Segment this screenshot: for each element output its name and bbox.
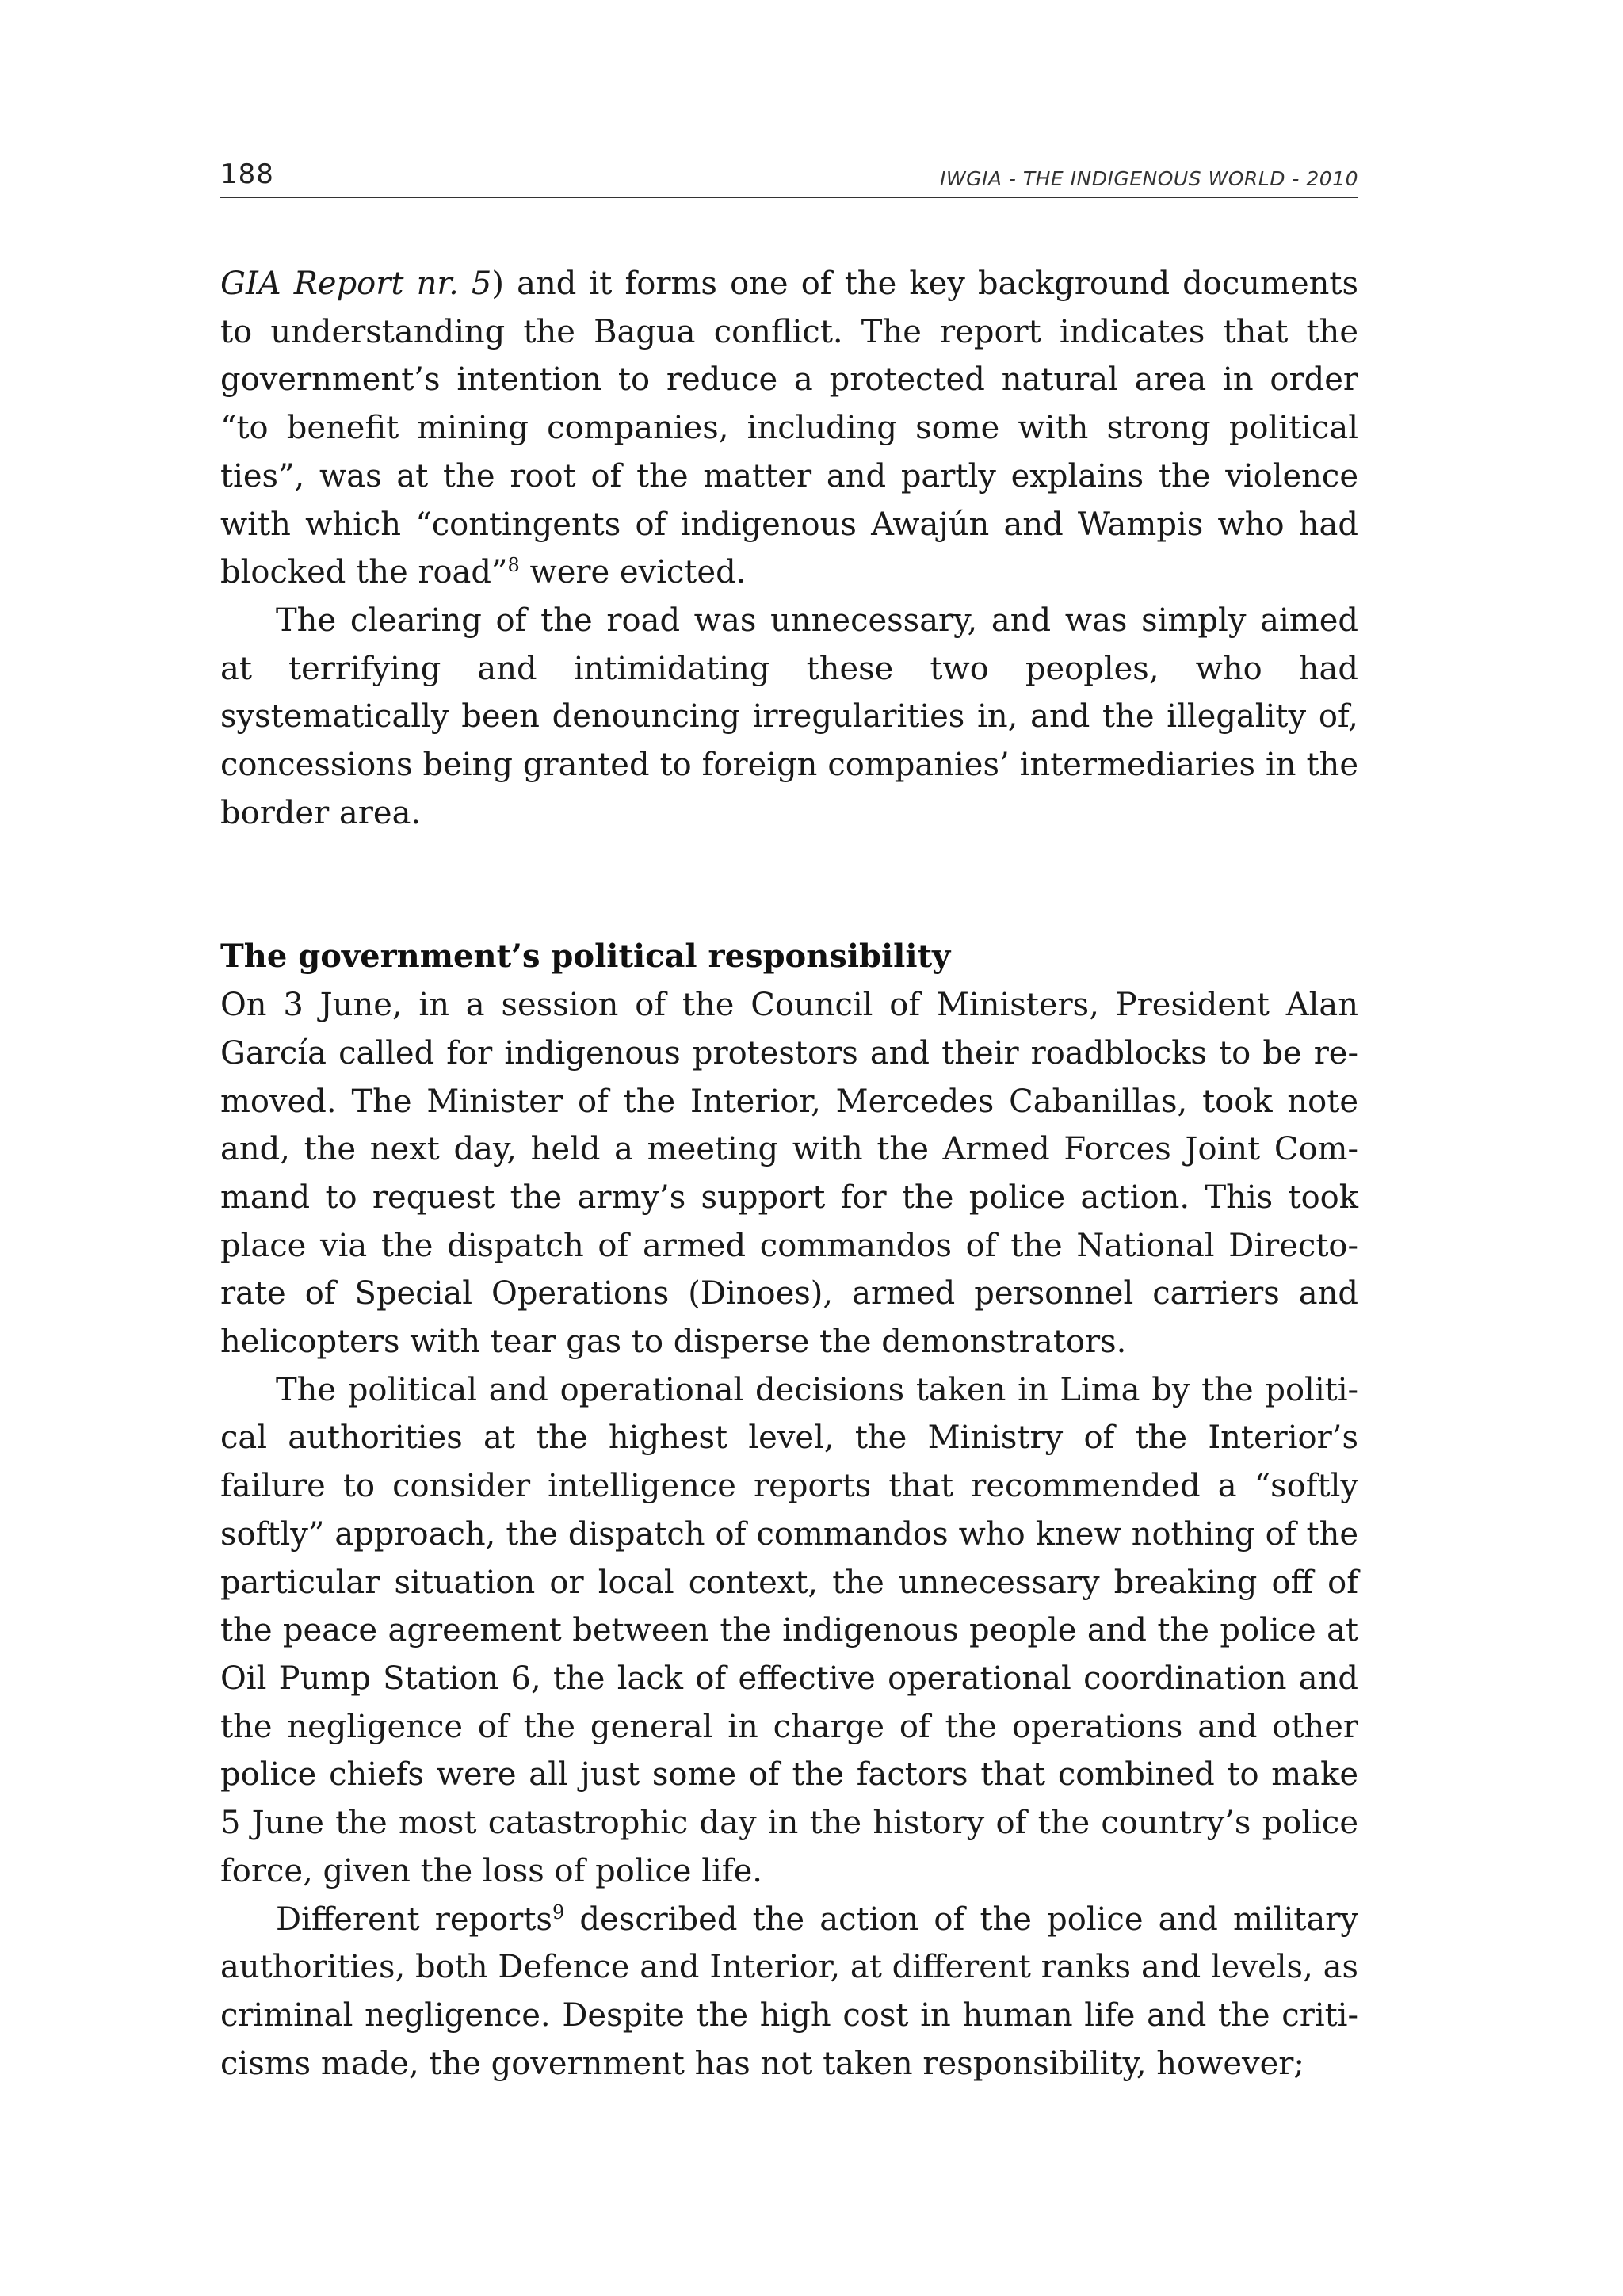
footnote-ref-9[interactable]: 9 [552, 1901, 565, 1924]
paragraph-5-text-b: described the action of the police and military authorities, both Defence and Interior, at different ranks and levels, as criminal negligence. Despite the high cost in human life and the criticisms made, the government has not taken responsibility, however; [220, 1901, 1359, 2082]
body-text [220, 260, 1358, 2088]
paragraph-1 [220, 260, 1358, 597]
report-title-italic: GIA Report nr. 5 [220, 266, 492, 302]
document-page [220, 151, 1358, 2088]
section-spacer [220, 837, 1358, 933]
page-number: 188 [220, 159, 274, 190]
paragraph-1-text-a: ) and it forms one of the key background documents to understanding the Bagua conflict. The report indicates that the government’s intention to reduce a protected natural area in order “to benefit mining companies, including some with strong political ties”, was at the root of the matter and partly explains the violence with which “contingents of indigenous Awajún and Wampis who had blocked the road” [220, 266, 1358, 591]
running-title: IWGIA - THE INDIGENOUS WORLD - 2010 [939, 167, 1358, 190]
paragraph-1-text-b: were evicted. [519, 554, 747, 591]
footnote-ref-8[interactable]: 8 [507, 554, 520, 577]
paragraph-3: On 3 June, in a session of the Council of Ministers, President Alan García called for indigenous protestors and their roadblocks to be removed. The Minister of the Interior, Mercedes Cabanillas, took note and, the next day, held a meeting with the Armed Forces Joint Command to request the army’s support for the police action. This took place via the dispatch of armed commandos of the National Directorate of Special Operations (Dinoes), armed personnel carriers and helicopters with tear gas to disperse the demonstrators. [220, 987, 1358, 1361]
section-heading: The government’s political responsibility [220, 938, 951, 976]
paragraph-4: The political and operational decisions taken in Lima by the political authorities at the highest level, the Ministry of the Interior’s failure to consider intelligence reports that recommended a “softly softly” approach, the dispatch of commandos who knew nothing of the particular situation or local context, the unnecessary breaking off of the peace agreement between the indigenous people and the police at Oil Pump Station 6, the lack of effective operational coordination and the negligence of the general in charge of the operations and other police chiefs were all just some of the factors that combined to make 5 June the most catastrophic day in the history of the country’s police force, given the loss of police life. [220, 1371, 1358, 1889]
paragraph-5 [220, 1896, 1358, 2088]
paragraph-2: The clearing of the road was unnecessary, and was simply aimed at terrifying and intimidating these two peoples, who had systematically been denouncing irregularities in, and the illegality of, concessions being granted to foreign companies’ intermediaries in the border area. [220, 602, 1358, 831]
running-header [220, 151, 1358, 198]
paragraph-5-text-a: Different reports [276, 1901, 552, 1938]
